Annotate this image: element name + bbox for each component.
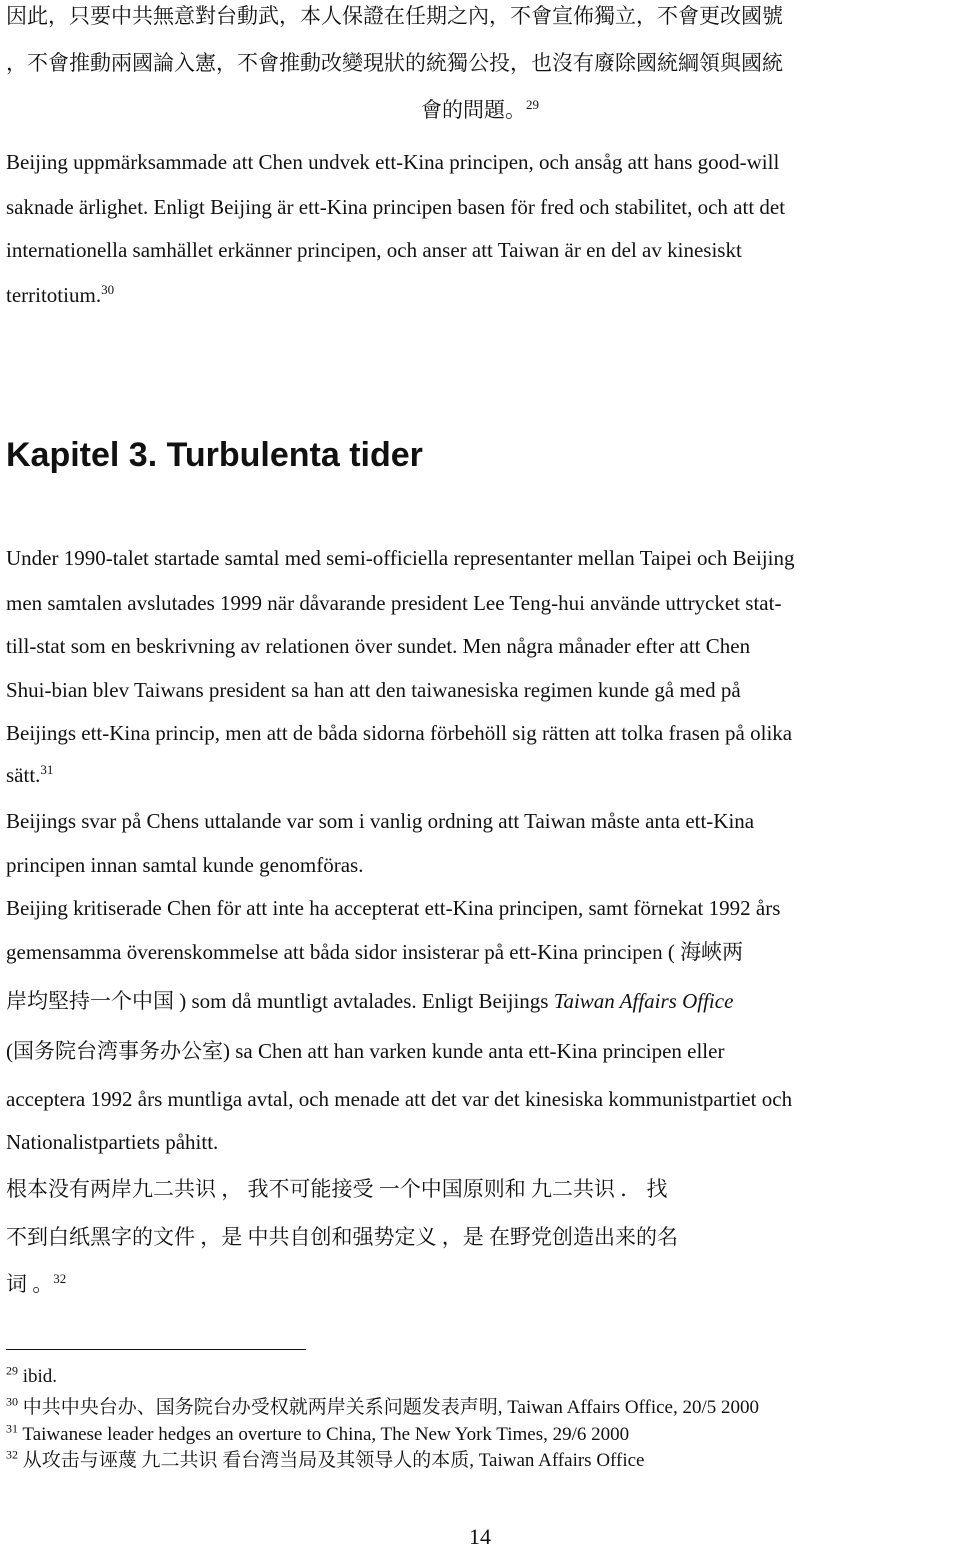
quote-cn-line-3 (6, 1271, 67, 1296)
quote-cn-line-1: 根本没有两岸九二共识 ， 我不可能接受 一个中国原则和 九二共识 ． 找 (6, 1177, 668, 1201)
taiwan-affairs-office-title: Taiwan Affairs Office (553, 989, 734, 1013)
footnote-text: Taiwanese leader hedges an overture to China, The New York Times, 29/6 2000 (22, 1424, 630, 1445)
footnote-32 (6, 1447, 645, 1471)
body-line-6-text: sätt. (6, 763, 41, 787)
footnote-number: 29 (6, 1363, 18, 1378)
body-line-8: principen innan samtal kunde genomföras. (6, 853, 364, 877)
quote-line-3-mark: 。 (505, 98, 526, 122)
quote-cn-line-3-text: 词 。 (6, 1272, 54, 1296)
paragraph-line-7-text: territotium. (6, 283, 102, 307)
footnote-ref-31: 31 (40, 762, 54, 777)
footnote-29 (6, 1363, 58, 1387)
body-line-12: (国务院台湾事务办公室) sa Chen att han varken kunde anta ett-Kina principen eller (6, 1039, 725, 1063)
quote-cn-line-2: 不到白纸黑字的文件 ，是 中共自创和强势定义 ，是 在野党创造出来的名 (6, 1225, 678, 1249)
footnote-30 (6, 1394, 760, 1418)
chapter-heading: Kapitel 3. Turbulenta tider (6, 436, 423, 474)
footnote-number: 31 (6, 1421, 18, 1436)
body-line-9: Beijing kritiserade Chen för att inte ha accepterat ett-Kina principen, samt förnekat 1992 års (6, 896, 781, 920)
body-line-14: Nationalistpartiets påhitt. (6, 1130, 219, 1154)
body-line-3: till-stat som en beskrivning av relationen över sundet. Men några månader efter att Chen (6, 634, 751, 658)
quote-line-2: ，不會推動兩國論入憲，不會推動改變現狀的統獨公投，也沒有廢除國統綱領與國統 (6, 51, 783, 75)
footnote-text: 中共中央台办、国务院台办受权就两岸关系问题发表声明, Taiwan Affairs Office, 20/5 2000 (22, 1397, 760, 1418)
quote-line-3-text: 會的問題 (421, 98, 505, 122)
body-line-7: Beijings svar på Chens uttalande var som i vanlig ordning att Taiwan måste anta ett-Kina (6, 809, 755, 833)
footnote-number: 30 (6, 1394, 18, 1409)
footnote-ref-29: 29 (526, 97, 539, 112)
body-line-10: gemensamma överenskommelse att båda sidor insisterar på ett-Kina principen ( 海峽两 (6, 940, 744, 964)
footnote-text: ibid. (22, 1366, 58, 1387)
quote-line-3 (0, 97, 960, 122)
paragraph-line-6: internationella samhället erkänner principen, och anser att Taiwan är en del av kinesiskt (6, 238, 742, 262)
quote-line-1: 因此，只要中共無意對台動武，本人保證在任期之內，不會宣佈獨立，不會更改國號 (6, 4, 783, 28)
footnote-separator (6, 1349, 306, 1350)
body-line-11 (6, 991, 733, 1012)
body-line-4: Shui-bian blev Taiwans president sa han att den taiwanesiska regimen kunde gå med på (6, 678, 741, 702)
body-line-5: Beijings ett-Kina princip, men att de båda sidorna förbehöll sig rätten att tolka frasen på olika (6, 721, 793, 745)
footnote-text: 从攻击与诬蔑 九二共识 看台湾当局及其领导人的本质, Taiwan Affairs Office (22, 1450, 645, 1471)
body-line-1: Under 1990-talet startade samtal med semi-officiella representanter mellan Taipei och Beijing (6, 546, 795, 570)
body-line-11-text: 岸均堅持一个中国 ) som då muntligt avtalades. Enligt Beijings (6, 989, 554, 1013)
paragraph-line-5: saknade ärlighet. Enligt Beijing är ett-Kina principen basen för fred och stabilitet, och att det (6, 195, 786, 219)
footnote-ref-30: 30 (101, 282, 115, 297)
footnote-ref-32: 32 (53, 1271, 67, 1286)
body-line-2: men samtalen avslutades 1999 när dåvarande president Lee Teng-hui använde uttrycket stat- (6, 591, 782, 615)
paragraph-line-4: Beijing uppmärksammade att Chen undvek ett-Kina principen, och ansåg att hans good-will (6, 150, 780, 174)
page-number: 14 (469, 1524, 491, 1549)
body-line-13: acceptera 1992 års muntliga avtal, och menade att det var det kinesiska kommunistpartiet och (6, 1087, 793, 1111)
paragraph-line-7 (6, 282, 115, 307)
body-line-6 (6, 762, 54, 787)
footnote-number: 32 (6, 1447, 18, 1462)
footnote-31 (6, 1421, 630, 1445)
